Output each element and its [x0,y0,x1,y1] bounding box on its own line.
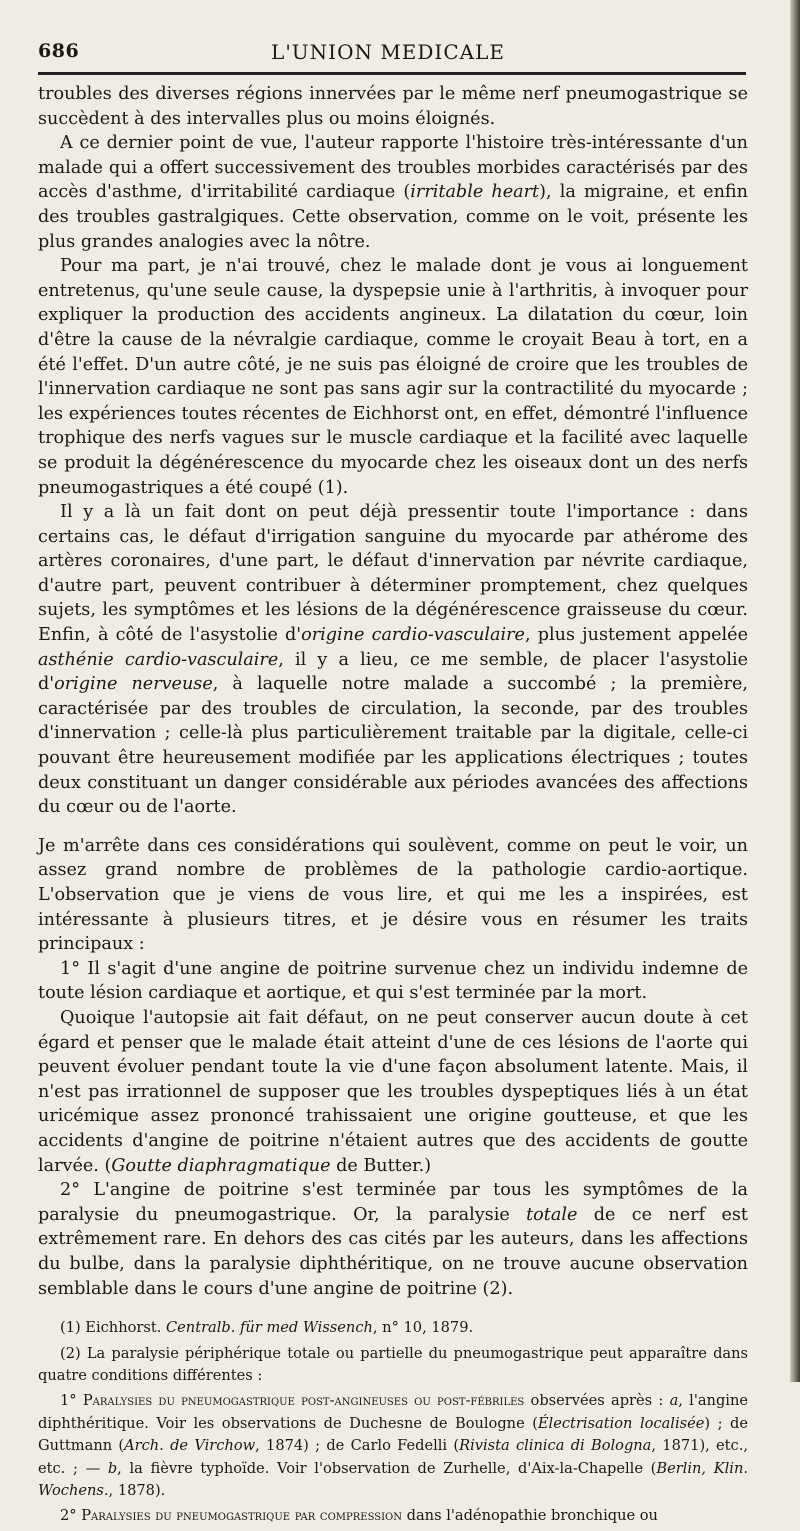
italic-run: b [107,1459,118,1477]
italic-run: a [669,1392,679,1410]
text-run: , plus justement appelée [524,625,749,646]
text-run: 1° Il s'agit d'une angine de poitrine survenue chez un individu indemne de toute lésion cardiaque et aortique, et qui s'est terminée par la mort. [38,958,748,1004]
footnote [38,1343,748,1388]
paragraph [38,834,748,957]
text-run: (2) La paralysie périphérique totale ou partielle du pneumogastrique peut apparaître dans quatre conditions différentes : [38,1344,748,1384]
text-run: , il y a lieu, ce me semble, de placer l'asystolie d' [38,649,748,695]
text-run: Pour ma part, je n'ai trouvé, chez le malade dont je vous ai longuement entretenus, qu'une seule cause, la dyspepsie unie à l'arthritis, à invoquer pour expliquer la production des accidents angineux. La dilatation du cœur, loin d'être la cause de la névralgie cardiaque, comme le croyait Beau à tort, en a été l'effet. D'un autre côté, je ne suis pas éloigné de croire que les troubles de l'innervation cardiaque ne sont pas sans agir sur la contractilité du myocarde ; les expériences toutes récentes de Eichhorst ont, en effet, démontré l'influence trophique des nerfs vagues sur le muscle cardiaque et la facilité avec laquelle se produit la dégénérescence du myocarde chez les oiseaux dont un des nerfs pneumogastriques a été coupé (1). [38,256,748,498]
italic-run: asthénie cardio-vasculaire [38,649,279,670]
text-run: 2° L'angine de poitrine s'est terminée par tous les symptômes de la paralysie du pneumogastrique. Or, la paralysie [38,1180,748,1225]
running-title: L'UNION MEDICALE [271,40,505,64]
text-run: A ce dernier point de vue, l'auteur rapporte l'histoire très-intéressante d'un malade qui a offert successivement des troubles morbides caractérisés par des accès d'asthme, d'irritabilité cardiaque ( [38,133,748,203]
text-run: , à laquelle notre malade a succombé ; la première, caractérisée par des troubles de circulation, la seconde, par des troubles d'innervation ; celle-là plus particulièrement traitable par la digitale, celle-ci pouvant être heureusement modifiée par les applications électriques ; toutes deux constituant un danger considérable aux périodes avancées des affections du cœur ou de l'aorte. [38,674,748,818]
footnotes [38,1317,748,1528]
italic-run: irritable heart [410,182,540,203]
italic-run: Goutte diaphragmatique [111,1155,331,1176]
small-caps-run: Paralysies du pneumogastrique par compression [81,1507,402,1525]
italic-run: origine cardio-vasculaire [301,625,525,646]
paragraph [38,1006,748,1178]
text-run: troubles des diverses régions innervées par le même nerf pneumogastrique se succèdent à des intervalles plus ou moins éloignés. [38,84,748,129]
text-run: Il y a là un fait dont on peut déjà pressentir toute l'importance : dans certains cas, le défaut d'irrigation sanguine du myocarde par athérome des artères coronaires, d'une part, le défaut d'innervation par névrite cardiaque, d'autre part, peuvent contribuer à déterminer promptement, chez quelques sujets, les symptômes et les lésions de la dégénérescence graisseuse du cœur. Enfin, à côté de l'asystolie d' [38,502,748,646]
italic-run: Rivista clinica di Bologna [459,1437,652,1455]
text-run: 2° [60,1507,82,1525]
text-run: ) ; de Guttmann ( [38,1414,748,1455]
page-edge-shadow [790,0,800,1382]
paragraph [38,254,748,500]
text-run: , l'angine diphthéritique. Voir les observations de Duchesne de Boulogne ( [38,1392,748,1432]
text-run: de ce nerf est extrêmement rare. En dehors des cas cités par les auteurs, dans les affections du bulbe, dans la paralysie diphthéritique, on ne trouve aucune observation semblable dans le cours d'une angine de poitrine (2). [38,1204,748,1299]
text-run: de Butter.) [330,1155,432,1176]
italic-run: Berlin, Klin. Wochens. [38,1459,748,1499]
header-rule [38,72,746,75]
paragraph [38,500,748,820]
paragraph [38,82,748,131]
italic-run: Arch. de Virchow [124,1437,256,1455]
italic-run: totale [526,1204,578,1225]
text-run: , n° 10, 1879. [372,1319,474,1337]
small-caps-run: Paralysies du pneumogastrique post-angineuses ou post-fébriles [82,1392,525,1410]
text-run: Quoique l'autopsie ait fait défaut, on ne peut conserver aucun doute à cet égard et penser que le malade était atteint d'une de ces lésions de l'aorte qui peuvent évoluer pendant toute la vie d'une façon absolument latente. Mais, il n'est pas irrationnel de supposer que les troubles dyspeptiques liés à un état uricémique assez prononcé trahissaient une origine goutteuse, et que les accidents d'angine de poitrine n'étaient autres que des accidents de goutte larvée. ( [38,1007,748,1176]
italic-run: Centralb. für med Wissench [166,1319,373,1337]
text-run: dans l'adénopathie bronchique ou [402,1507,658,1525]
text-run: , 1871), etc., etc. ; — [38,1437,749,1477]
text-run: , la fièvre typhoïde. Voir l'observation de Zurhelle, d'Aix-la-Chapelle ( [117,1459,657,1477]
footnote [38,1317,748,1339]
text-run: observées après : [524,1392,670,1410]
page-header [38,0,738,72]
page-number: 686 [38,40,80,62]
text-run: (1) Eichhorst. [60,1319,166,1337]
italic-run: origine nerveuse [54,674,213,695]
paragraph [38,957,748,1006]
italic-run: Électrisation localisée [537,1414,705,1432]
text-run: Je m'arrête dans ces considérations qui soulèvent, comme on peut le voir, un assez grand nombre de problèmes de la pathologie cardio-aortique. L'observation que je viens de vous lire, et qui me les a inspirées, est intéressante à plusieurs titres, et je désire vous en résumer les traits principaux : [38,835,748,955]
text-run: , 1874) ; de Carlo Fedelli ( [255,1437,460,1455]
paragraphs [38,82,748,1301]
paragraph [38,1178,748,1301]
text-run: ), la migraine, et enfin des troubles gastralgiques. Cette observation, comme on le voit, présente les plus grandes analogies avec la nôtre. [38,182,748,252]
text-run: , 1878). [108,1481,166,1499]
text-run: 1° [60,1392,83,1410]
footnote [38,1505,748,1527]
paragraph [38,131,748,254]
article-body [38,82,748,1531]
footnote [38,1390,748,1502]
